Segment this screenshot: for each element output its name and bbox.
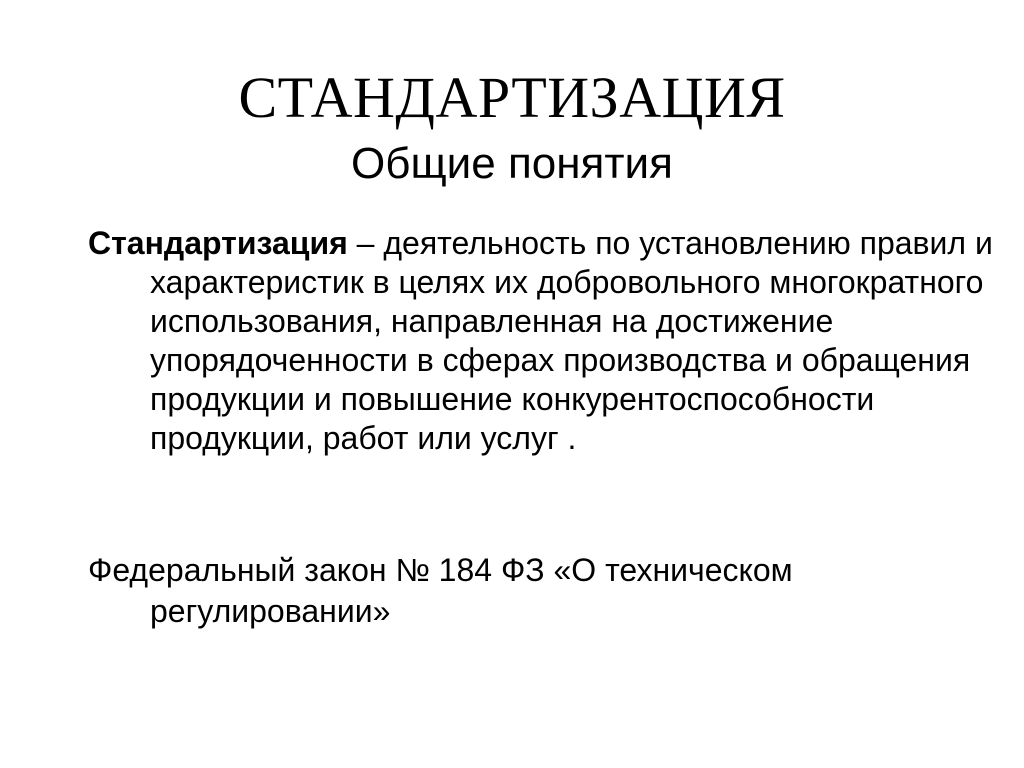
slide-subtitle: Общие понятия: [351, 139, 673, 188]
slide-title: СТАНДАРТИЗАЦИЯ: [238, 65, 786, 130]
title-block: [0, 62, 1024, 194]
definition-text: – деятельность по установлению правил и характеристик в целях их добровольного многократного использования, направленная на достижение упорядоченности в сферах производства и обращения продукции и повышение конкурентоспособности продукции, работ или услуг .: [150, 225, 993, 456]
definition-term: Стандартизация: [88, 225, 348, 261]
law-reference: Федеральный закон № 184 ФЗ «О техническом регулировании»: [88, 552, 793, 629]
definition-paragraph: [88, 224, 1000, 458]
